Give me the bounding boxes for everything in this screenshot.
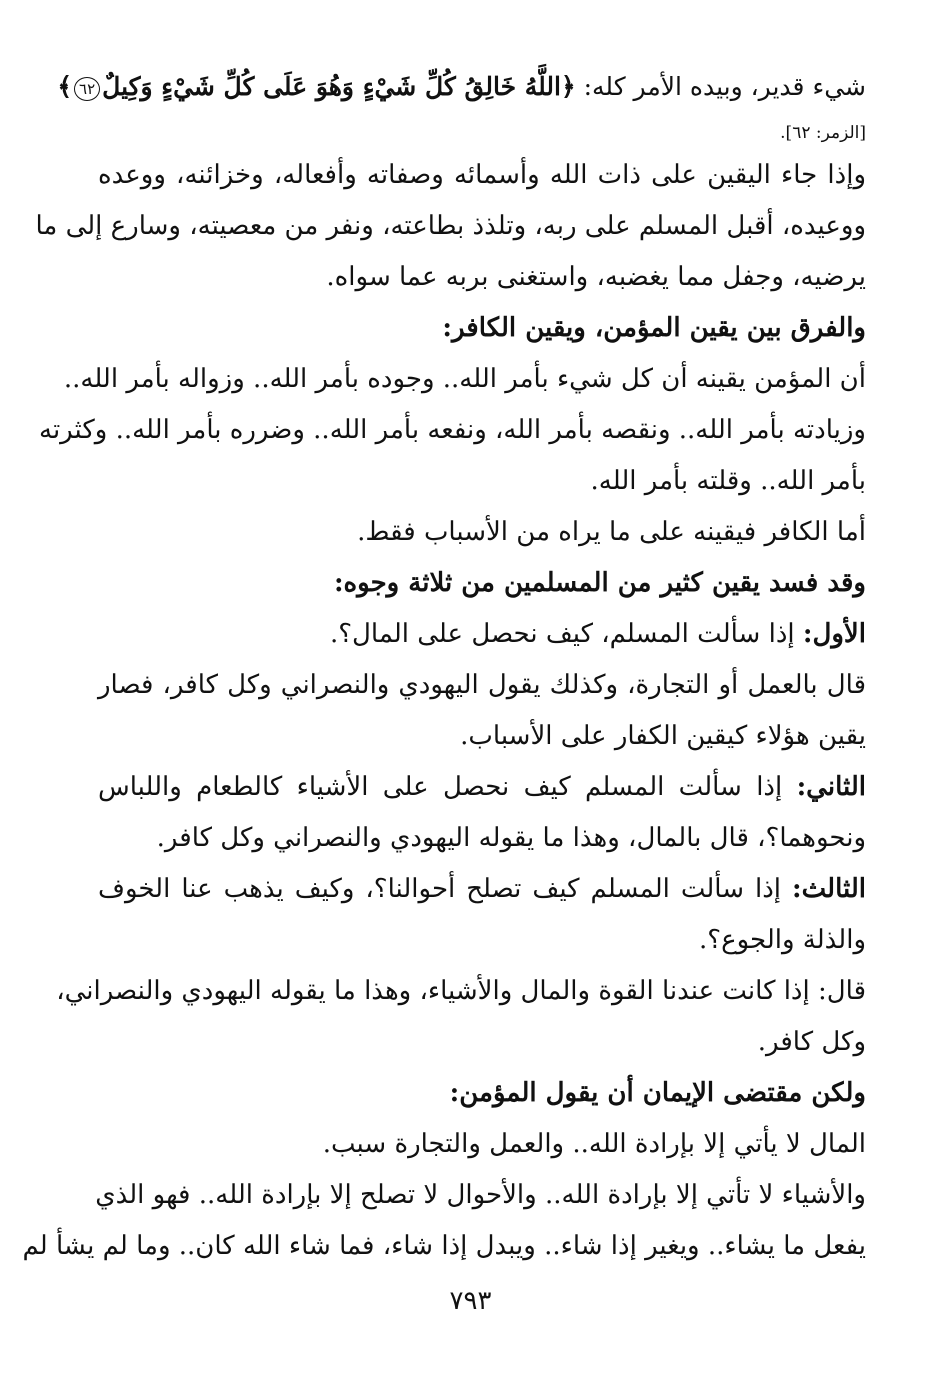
- paragraph-line: أما الكافر فيقينه على ما يراه من الأسباب فقط.: [357, 517, 866, 547]
- paragraph-line: ونحوهما؟، قال بالمال، وهذا ما يقوله اليهودي والنصراني وكل كافر.: [156, 823, 866, 853]
- ayah-number-mark: ٦٢: [74, 77, 100, 101]
- verse-reference: [الزمر: ٦٢].: [780, 123, 866, 143]
- quran-close-bracket: ﴾: [57, 72, 73, 101]
- point-text: إذا سألت المسلم كيف نحصل على الأشياء كالطعام واللباس: [98, 772, 797, 802]
- paragraph-line: المال لا يأتي إلا بإرادة الله.. والعمل والتجارة سبب.: [322, 1129, 866, 1159]
- paragraph-line: بأمر الله.. وقلته بأمر الله.: [590, 466, 866, 496]
- section-heading: ولكن مقتضى الإيمان أن يقول المؤمن:: [449, 1078, 866, 1108]
- section-heading: والفرق بين يقين المؤمن، ويقين الكافر:: [442, 313, 866, 343]
- paragraph-line: يقين هؤلاء كيقين الكفار على الأسباب.: [460, 721, 866, 751]
- point-label: الأول:: [802, 619, 866, 649]
- paragraph-line: يرضيه، وجفل مما يغضبه، واستغنى بربه عما سواه.: [326, 262, 866, 292]
- quran-verse-text: اللَّهُ خَالِقُ كُلِّ شَيْءٍ وَهُوَ عَلَى كُلِّ شَيْءٍ وَكِيلٌ: [102, 72, 561, 101]
- point-text: إذا سألت المسلم كيف تصلح أحوالنا؟، وكيف يذهب عنا الخوف: [98, 874, 793, 904]
- paragraph-line: أن المؤمن يقينه أن كل شيء بأمر الله.. وجوده بأمر الله.. وزواله بأمر الله..: [63, 364, 866, 394]
- paragraph-line: وزيادته بأمر الله.. ونقصه بأمر الله، ونفعه بأمر الله.. وضرره بأمر الله.. وكثرته: [39, 415, 866, 445]
- paragraph-line: والأشياء لا تأتي إلا بإرادة الله.. والأحوال لا تصلح إلا بإرادة الله.. فهو الذي: [95, 1180, 866, 1210]
- quran-verse-line: [57, 58, 866, 116]
- paragraph-line: وكل كافر.: [757, 1027, 866, 1057]
- page-number: ٧٩٣: [449, 1286, 492, 1316]
- paragraph-line: وإذا جاء اليقين على ذات الله وأسمائه وصفاته وأفعاله، وخزائنه، ووعده: [98, 160, 866, 190]
- paragraph-line: ووعيده، أقبل المسلم على ربه، وتلذذ بطاعته، ونفر من معصيته، وسارع إلى ما: [35, 211, 866, 241]
- text-column: [22, 58, 866, 1272]
- paragraph-line: قال بالعمل أو التجارة، وكذلك يقول اليهودي والنصراني وكل كافر، فصار: [98, 670, 866, 700]
- point-label: الثاني:: [796, 772, 866, 802]
- point-first: [98, 609, 866, 660]
- section-heading: وقد فسد يقين كثير من المسلمين من ثلاثة وجوه:: [333, 568, 866, 598]
- paragraph-line: والذلة والجوع؟.: [699, 925, 866, 955]
- paragraph-line: يفعل ما يشاء.. ويغير إذا شاء.. ويبدل إذا شاء، فما شاء الله كان.. وما لم يشأ لم: [22, 1231, 866, 1261]
- point-second: [98, 762, 866, 813]
- paragraph-line: قال: إذا كانت عندنا القوة والمال والأشياء، وهذا ما يقوله اليهودي والنصراني،: [56, 976, 866, 1006]
- point-third: [98, 864, 866, 915]
- point-label: الثالث:: [792, 874, 866, 904]
- point-text: إذا سألت المسلم، كيف نحصل على المال؟.: [329, 619, 803, 649]
- verse-intro: شيء قدير، وبيده الأمر كله:: [575, 72, 866, 101]
- quran-open-bracket: ﴿: [560, 72, 576, 101]
